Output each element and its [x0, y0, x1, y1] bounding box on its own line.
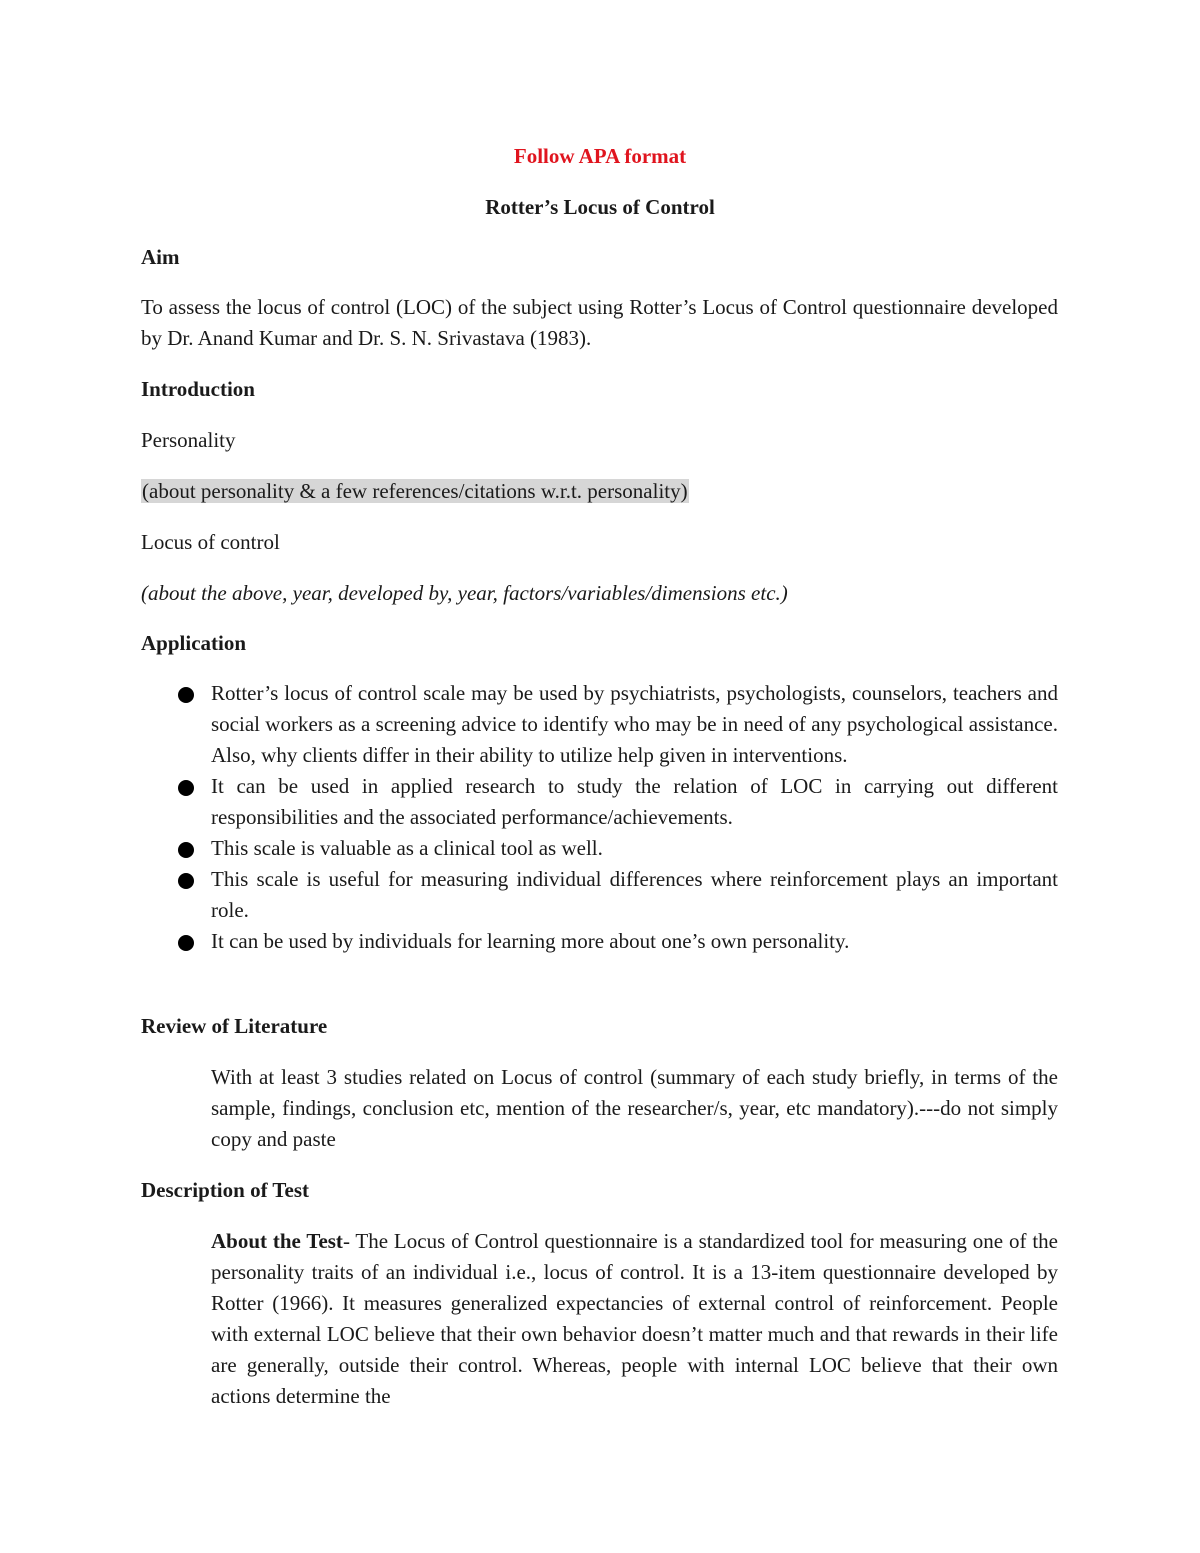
document-title: Rotter’s Locus of Control — [485, 195, 715, 219]
bullet-icon — [178, 687, 194, 703]
application-heading: Application — [141, 631, 247, 655]
list-item-text: It can be used in applied research to study the relation of LOC in carrying out different responsibilities and the associated performance/achievements. — [211, 774, 1058, 829]
introduction-heading: Introduction — [141, 377, 255, 401]
aim-text: To assess the locus of control (LOC) of the subject using Rotter’s Locus of Control questionnaire developed by Dr. Anand Kumar and Dr. S. N. Srivastava (1983). — [141, 295, 1058, 350]
bullet-icon — [178, 780, 194, 796]
loc-label: Locus of control — [141, 530, 280, 554]
bullet-icon — [178, 935, 194, 951]
list-item-text: Rotter’s locus of control scale may be used by psychiatrists, psychologists, counselors, teachers and social workers as a screening advice to identify who may be in need of any psychological assistance. Also, why clients differ in their ability to utilize help given in interventions. — [211, 681, 1058, 767]
loc-note: (about the above, year, developed by, year, factors/variables/dimensions etc.) — [141, 581, 788, 605]
list-item-text: It can be used by individuals for learning more about one’s own personality. — [211, 929, 850, 953]
about-test-paragraph — [211, 1226, 1058, 1412]
aim-heading: Aim — [141, 245, 180, 269]
bullet-icon — [178, 873, 194, 889]
description-heading: Description of Test — [141, 1178, 309, 1202]
personality-label: Personality — [141, 428, 236, 452]
review-text: With at least 3 studies related on Locus of control (summary of each study briefly, in terms of the sample, findings, conclusion etc, mention of the researcher/s, year, etc mandatory).---do not simply copy and paste — [211, 1065, 1058, 1151]
list-item-text: This scale is useful for measuring individual differences where reinforcement plays an important role. — [211, 867, 1058, 922]
about-test-label: About the Test — [211, 1229, 343, 1253]
list-item — [172, 864, 1058, 926]
personality-note-wrapper — [141, 476, 689, 507]
bullet-icon — [178, 842, 194, 858]
list-item — [172, 833, 1058, 864]
format-note: Follow APA format — [513, 144, 687, 168]
review-heading: Review of Literature — [141, 1014, 328, 1038]
list-item-text: This scale is valuable as a clinical tool as well. — [211, 836, 603, 860]
list-item — [172, 771, 1058, 833]
list-item — [172, 926, 1058, 957]
about-test-text: - The Locus of Control questionnaire is a standardized tool for measuring one of the personality traits of an individual i.e., locus of control. It is a 13-item questionnaire developed by Rotter (1966). It measures generalized expectancies of external control of reinforcement. People with external LOC believe that their own behavior doesn’t matter much and that rewards in their life are generally, outside their control. Whereas, people with internal LOC believe that their own actions determine the — [211, 1229, 1058, 1408]
list-item — [172, 678, 1058, 771]
application-list — [172, 678, 1058, 957]
personality-note: (about personality & a few references/citations w.r.t. personality) — [142, 479, 688, 503]
